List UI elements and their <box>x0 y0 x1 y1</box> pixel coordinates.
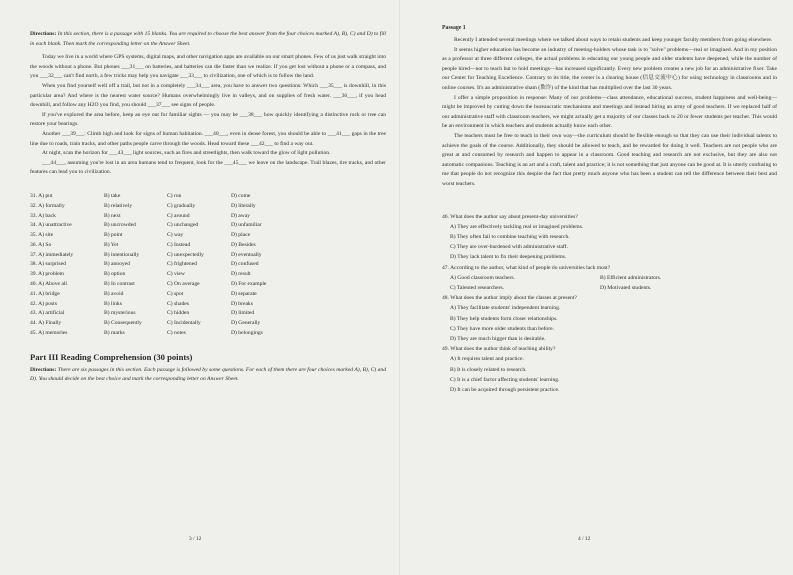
answer-choice: D) They lack talent to fix their deepening problems. <box>450 254 567 261</box>
option-choice: D) breaks <box>231 300 253 307</box>
option-choice: D) result <box>231 271 251 278</box>
option-choice: B) mysterious <box>104 310 136 317</box>
directions-text: There are six passages in this section. Each passage is followed by some questions. For each of them there are four choices marked A), B), C) and D). You should decide on the best choice and mark the corresponding letter on Answer Sheet. <box>30 366 387 383</box>
option-choice: C) view <box>167 271 185 278</box>
option-choice: D) Besides <box>231 241 256 248</box>
answer-choice: B) They often fail to combine teaching with research. <box>450 233 570 240</box>
option-choice: B) intentionally <box>104 251 140 258</box>
answer-choice: A) It requires talent and practice. <box>450 356 524 363</box>
option-choice: 36. A) So <box>30 241 52 248</box>
passage-paragraph: I offer a simple proposition in response: Many of our problems—class attendance, educational success, student happiness and well-being—might be improved by cutting down the bureaucratic mechanisms and meetings and instead hiring an army of good teachers. If we replaced half of our administrative staff with classroom teachers, we might actually get a majority of our classes back to 20 or fewer students per teacher. This would be an environment in which teachers and students actually know each other. <box>442 94 777 130</box>
option-choice: B) take <box>104 192 121 199</box>
option-choice: C) unexpectedly <box>167 251 204 258</box>
option-row <box>30 260 386 270</box>
answer-choice: D) Motivated students. <box>600 284 652 291</box>
option-row <box>30 212 386 222</box>
option-choice: C) gradually <box>167 202 196 209</box>
option-choice: B) Yet <box>104 241 119 248</box>
option-choice: B) next <box>104 212 121 219</box>
options-table <box>30 192 386 339</box>
option-choice: D) separate <box>231 290 257 297</box>
passage-paragraph: ___44___, assuming you're lost in an area humans tend to frequent, look for the ___45___ we leave on the landscape. Trail blazes, tire tracks, and other features can lead you to civilization. <box>30 159 386 176</box>
option-choice: 41. A) bridge <box>30 290 60 297</box>
option-choice: C) way <box>167 232 184 239</box>
choice-row <box>442 273 777 283</box>
answer-choice: C) It is a chief factor affecting students' learning. <box>450 376 560 383</box>
option-row <box>30 221 386 231</box>
passage-paragraph: When you find yourself well off a trail, but not in a completely ___34___ area, you have to answer two questions: Which ___35___ is downhill, in this particular area? And where is the nearest water source? Humans overwhelmingly live in valleys, and on supplies of fresh water. ___36___, if you head downhill, and follow any H2O you find, you should ___37___ see signs of people. <box>30 82 386 109</box>
option-choice: 35. A) site <box>30 232 54 239</box>
option-choice: 38. A) surprised <box>30 261 66 268</box>
answer-choice: A) Good classroom teachers. <box>450 274 515 281</box>
question-stem: 47. According to the author, what kind of people do universities lack most? <box>442 264 611 271</box>
page-number: 3 / 12 <box>189 536 202 542</box>
passage-paragraph: Today we live in a world where GPS systems, digital maps, and other navigation apps are available on our smart phones. Few of us just walk straight into the woods without a phone. But phones ___31___ on batteries, and batteries can die faster than we realize. If you get lost without a phone or a compass, and you ___32___ can't find north, a few tricks may help you navigate ___33___ to civilization, one of which is to follow the land. <box>30 54 386 80</box>
option-choice: 42. A) posts <box>30 300 57 307</box>
choice-row <box>442 283 777 293</box>
option-choice: B) point <box>104 232 123 239</box>
option-choice: D) eventually <box>231 251 262 258</box>
option-choice: D) confused <box>231 261 259 268</box>
option-choice: 45. A) memories <box>30 330 68 337</box>
option-choice: D) Generally <box>231 320 261 327</box>
option-choice: D) belongings <box>231 330 263 337</box>
option-row <box>30 251 386 261</box>
passage-paragraph: The teachers must be free to teach in their own way—the curriculum should be flexible enough so that they can use their individual talents to achieve the goals of the course. Additionally, they should be allowed to teach, and be rewarded for doing it well. Teachers are not people who are great at and consumed by research and happen to appear in a classroom. Good teaching and research are not exclusive, but they are also not automatic companions. Teaching is an art and a craft, talent and practice; it is not something that just anyone can be good at. It is utterly confusing to me that people do not recognize this despite the fact that pretty much anyone who has been a student can tell the difference between their best and worst teachers. <box>442 132 777 187</box>
option-choice: 43. A) artificial <box>30 310 65 317</box>
option-choice: C) On average <box>167 281 200 288</box>
cloze-directions <box>30 30 386 49</box>
option-choice: C) hidden <box>167 310 190 317</box>
option-choice: 40. A) Above all <box>30 281 67 288</box>
option-choice: B) option <box>104 271 126 278</box>
answer-choice: D) They are much bigger than is desirable. <box>450 335 546 342</box>
passage-paragraph: Another ___39___: Climb high and look for signs of human habitation. ___40___, even in dense forest, you should be able to ___41___ gaps in the tree line due to roads, train tracks, and other paths people carve through the woods. Head toward these ___42___ to find a way out. <box>30 130 386 147</box>
option-choice: B) Consequently <box>104 320 142 327</box>
option-choice: 32. A) formally <box>30 202 65 209</box>
reading-directions <box>30 366 386 385</box>
option-choice: D) place <box>231 232 251 239</box>
option-choice: D) literally <box>231 202 256 209</box>
option-choice: C) run <box>167 192 182 199</box>
option-choice: 34. A) unattractive <box>30 222 72 229</box>
option-choice: B) marks <box>104 330 125 337</box>
option-row <box>30 309 386 319</box>
part-title: Part III Reading Comprehension (30 points) <box>30 351 193 362</box>
questions-list <box>442 212 777 396</box>
option-choice: D) For example <box>231 281 267 288</box>
passage-paragraph: At night, scan the horizon for ___43___ light sources, such as fires and streetlights, then walk toward the glow of light pollution. <box>42 150 331 157</box>
option-choice: B) avoid <box>104 290 124 297</box>
answer-choice: C) Talented researchers. <box>450 284 505 291</box>
option-choice: C) shades <box>167 300 189 307</box>
option-choice: B) In contrast <box>104 281 135 288</box>
option-choice: C) spot <box>167 290 184 297</box>
option-choice: D) limited <box>231 310 255 317</box>
option-choice: C) Instead <box>167 241 191 248</box>
option-choice: 44. A) Finally <box>30 320 62 327</box>
option-choice: 37. A) immediately <box>30 251 74 258</box>
option-row <box>30 300 386 310</box>
option-choice: C) around <box>167 212 190 219</box>
option-choice: B) links <box>104 300 122 307</box>
answer-choice: C) They are over-burdened with administrative staff. <box>450 244 568 251</box>
answer-choice: D) It can be acquired through persistent practice. <box>450 386 560 393</box>
question-stem: 46. What does the author say about present-day universities? <box>442 213 578 220</box>
passage-paragraph: Recently I attended several meetings where we talked about ways to retain students and keep younger faculty members from going elsewhere. <box>454 37 773 43</box>
option-row <box>30 290 386 300</box>
passage-paragraph: It seems higher education has become an industry of meeting-holders whose task is to "solve" problems—real or imagined. And in my position as a professor at three different colleges, the actual problems in educating our young people and older students have deepened, while the number of people hired—not to teach but to hold meetings—has increased significantly. Every new problem creates a new job for an administrative fixer. Take our Center for Teaching Excellence. Contrary to its title, the center is a clearing house (信息交流中心) for using technology in classrooms and in online courses. It's an administrative sham (欺诈) of the kind that has multiplied over the last 30 years. <box>442 46 777 91</box>
answer-choice: B) Efficient administrators. <box>600 274 662 281</box>
option-row <box>30 231 386 241</box>
page-number: 4 / 12 <box>578 536 591 542</box>
option-row <box>30 319 386 329</box>
option-row <box>30 329 386 339</box>
option-choice: D) come <box>231 192 251 199</box>
option-choice: C) Incidentally <box>167 320 201 327</box>
option-choice: B) uncrowded <box>104 222 136 229</box>
directions-text: In this section, there is a passage with 15 blanks. You are required to choose the best answer from the four choices marked A), B), C) and D) to fill in each blank. Then mark the corresponding letter on the Answer Sheet. <box>30 31 386 47</box>
answer-choice: B) They help students form closer relationships. <box>450 315 558 322</box>
option-row <box>30 202 386 212</box>
option-row <box>30 280 386 290</box>
answer-choice: A) They facilitate students' independent learning. <box>450 305 561 312</box>
option-row <box>30 192 386 202</box>
option-row <box>30 241 386 251</box>
directions-label: Directions: <box>30 366 57 373</box>
option-row <box>30 270 386 280</box>
option-choice: 31. A) put <box>30 192 53 199</box>
option-choice: D) unfamiliar <box>231 222 262 229</box>
option-choice: 39. A) problem <box>30 271 65 278</box>
option-choice: C) frightened <box>167 261 197 268</box>
answer-choice: C) They have more older students than before. <box>450 325 554 332</box>
question-stem: 49. What does the author think of teaching ability? <box>442 346 556 353</box>
option-choice: 33. A) back <box>30 212 56 219</box>
answer-choice: B) It is closely related to research. <box>450 366 527 373</box>
directions-label: Directions: <box>30 31 57 37</box>
option-choice: C) notes <box>167 330 186 337</box>
option-choice: B) relatively <box>104 202 133 209</box>
passage-title: Passage 1 <box>442 25 466 31</box>
answer-choice: A) They are effectively tackling real or imagined problems. <box>450 223 584 230</box>
question-stem: 48. What does the author imply about the classes at present? <box>442 295 577 302</box>
option-choice: D) away <box>231 212 251 219</box>
right-page <box>400 0 793 575</box>
option-choice: C) unchanged <box>167 222 199 229</box>
passage-paragraph: If you've explored the area before, keep an eye out for familiar sights — you may be ___38___ how quickly identifying a distinctive rock or tree can restore your bearings. <box>30 111 386 128</box>
option-choice: B) annoyed <box>104 261 130 268</box>
